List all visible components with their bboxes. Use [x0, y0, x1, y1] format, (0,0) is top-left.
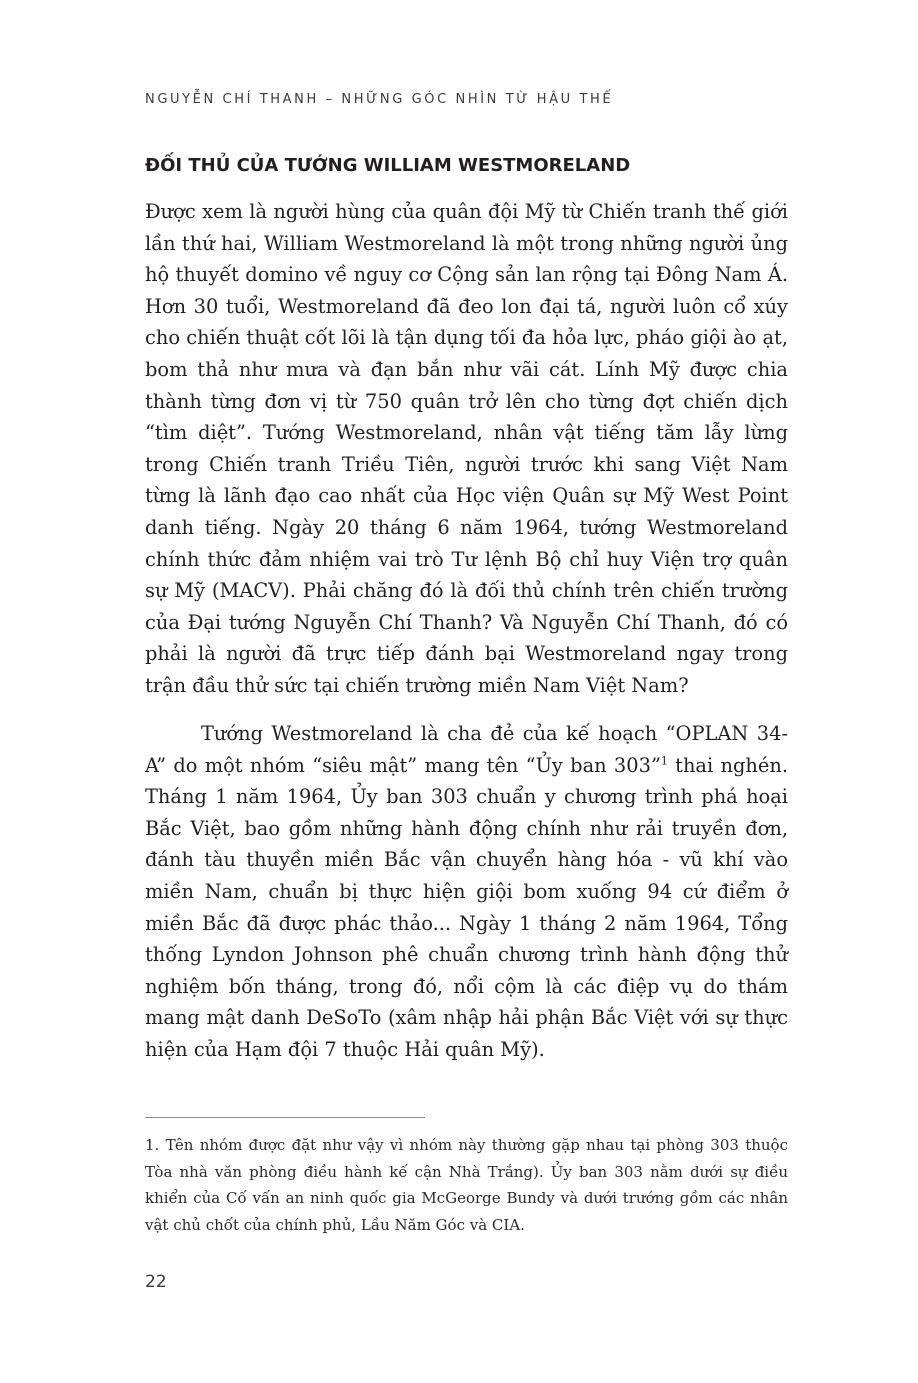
footnote-marker[interactable]: 1 [660, 754, 668, 768]
paragraph-2 [145, 718, 788, 1066]
paragraph-2-lead: Tướng Westmoreland là cha đẻ của kế hoạch “OPLAN 34-A” do một nhóm “siêu mật” mang tên “Ủy ban 303” [145, 722, 788, 777]
page-number: 22 [145, 1272, 167, 1292]
section-title: ĐỐI THỦ CỦA TƯỚNG WILLIAM WESTMORELAND [145, 155, 631, 176]
running-head: NGUYỄN CHÍ THANH – NHỮNG GÓC NHÌN TỪ HẬU THẾ [145, 92, 614, 107]
footnote-text: 1. Tên nhóm được đặt như vậy vì nhóm này thường gặp nhau tại phòng 303 thuộc Tòa nhà văn phòng điều hành kế cận Nhà Trắng). Ủy ban 303 nằm dưới sự điều khiển của Cố vấn an ninh quốc gia McGeorge Bundy và dưới trướng gồm các nhân vật chủ chốt của chính phủ, Lầu Năm Góc và CIA. [145, 1136, 788, 1234]
paragraph-1-text: Được xem là người hùng của quân đội Mỹ từ Chiến tranh thế giới lần thứ hai, William Westmoreland là một trong những người ủng hộ thuyết domino về nguy cơ Cộng sản lan rộng tại Đông Nam Á. Hơn 30 tuổi, Westmoreland đã đeo lon đại tá, người luôn cổ xúy cho chiến thuật cốt lõi là tận dụng tối đa hỏa lực, pháo giội ào ạt, bom thả như mưa và đạn bắn như vãi cát. Lính Mỹ được chia thành từng đơn vị từ 750 quân trở lên cho từng đợt chiến dịch “tìm diệt”. Tướng Westmoreland, nhân vật tiếng tăm lẫy lừng trong Chiến tranh Triều Tiên, người trước khi sang Việt Nam từng là lãnh đạo cao nhất của Học viện Quân sự Mỹ West Point danh tiếng. Ngày 20 tháng 6 năm 1964, tướng Westmoreland chính thức đảm nhiệm vai trò Tư lệnh Bộ chỉ huy Viện trợ quân sự Mỹ (MACV). Phải chăng đó là đối thủ chính trên chiến trường của Đại tướng Nguyễn Chí Thanh? Và Nguyễn Chí Thanh, đó có phải là người đã trực tiếp đánh bại Westmoreland ngay trong trận đầu thử sức tại chiến trường miền Nam Việt Nam? [145, 200, 788, 697]
footnote-divider [145, 1117, 425, 1118]
footnote [145, 1132, 788, 1238]
paragraph-2-rest: thai nghén. Tháng 1 năm 1964, Ủy ban 303 chuẩn y chương trình phá hoại Bắc Việt, bao gồm những hành động chính như rải truyền đơn, đánh tàu thuyền miền Bắc vận chuyển hàng hóa - vũ khí vào miền Nam, chuẩn bị thực hiện giội bom xuống 94 cứ điểm ở miền Bắc đã được phác thảo... Ngày 1 tháng 2 năm 1964, Tổng thống Lyndon Johnson phê chuẩn chương trình hành động thử nghiệm bốn tháng, trong đó, nổi cộm là các điệp vụ do thám mang mật danh DeSoTo (xâm nhập hải phận Bắc Việt với sự thực hiện của Hạm đội 7 thuộc Hải quân Mỹ). [145, 753, 789, 1061]
paragraph-1 [145, 196, 788, 702]
paragraph-2-text [145, 718, 788, 1066]
